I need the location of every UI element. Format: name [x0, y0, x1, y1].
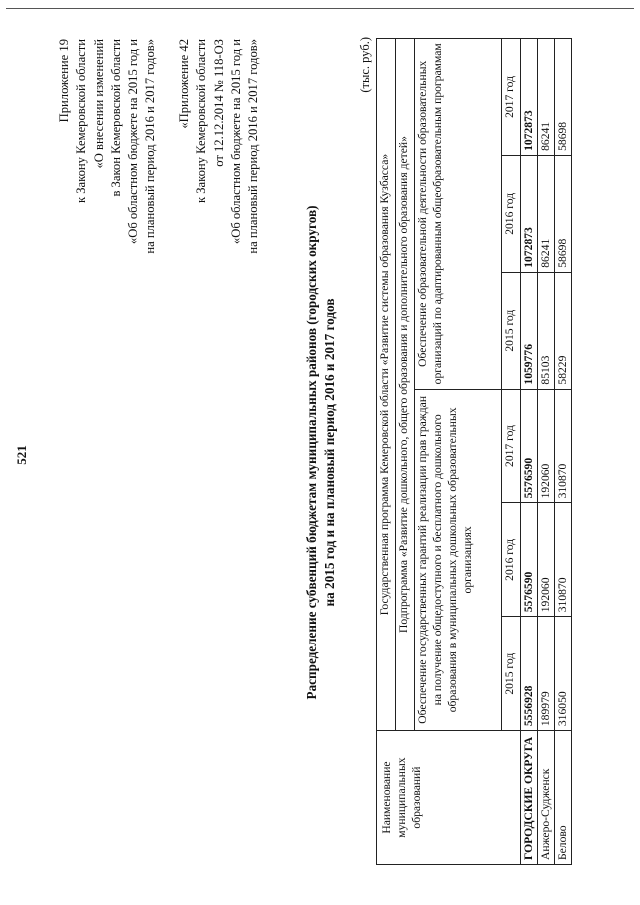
cell-value: 189979 — [538, 617, 555, 731]
document-title — [303, 0, 339, 905]
annex-19-line: в Закон Кемеровской области — [108, 39, 123, 197]
year-header: 2015 год — [502, 272, 521, 389]
cell-value: 1059776 — [521, 272, 538, 389]
cell-value: 58698 — [555, 39, 572, 156]
annex-42-line: к Закону Кемеровской области — [194, 39, 209, 204]
year-header: 2016 год — [502, 155, 521, 272]
cell-value: 85103 — [538, 272, 555, 389]
row-name: Белово — [555, 731, 572, 865]
annex-19-line: Приложение 19 — [57, 39, 71, 123]
year-header: 2017 год — [502, 39, 521, 156]
year-header: 2017 год — [502, 389, 521, 503]
table-row — [555, 39, 572, 865]
cell-value: 192060 — [538, 389, 555, 503]
cell-value: 86241 — [538, 155, 555, 272]
annex-19-line: «О внесении изменений — [91, 39, 106, 169]
annex-42-line: от 12.12.2014 № 118-ОЗ — [211, 39, 226, 167]
annex-19-line: на плановый период 2016 и 2017 годов» — [143, 39, 158, 254]
title-line-1: Распределение субвенций бюджетам муниципальных районов (городских округов) — [304, 205, 319, 700]
year-header: 2015 год — [502, 617, 521, 731]
subprogram-header: Подпрограмма «Развитие дошкольного, общего образования и дополнительного образования детей» — [396, 39, 415, 731]
annex-42-line: «Об областном бюджете на 2015 год и — [228, 39, 243, 245]
annex-42-header — [176, 39, 262, 254]
row-name: Анжеро-Судженск — [538, 731, 555, 865]
row-name: ГОРОДСКИЕ ОКРУГА — [521, 731, 538, 865]
cell-value: 5576590 — [521, 503, 538, 617]
title-line-2: на 2015 год и на плановый период 2016 и 2017 годов — [322, 298, 337, 607]
cell-value: 310870 — [555, 503, 572, 617]
municipality-name-header: Наименование муниципальных образований — [377, 731, 521, 865]
program-header: Государственная программа Кемеровской области «Развитие системы образования Кузбасса» — [377, 39, 396, 731]
cell-value: 5576590 — [521, 389, 538, 503]
units-label: (тыс. руб.) — [358, 37, 372, 93]
cell-value: 310870 — [555, 389, 572, 503]
table-row — [538, 39, 555, 865]
annex-19-line: «Об областном бюджете на 2015 год и — [126, 39, 141, 245]
cell-value: 58229 — [555, 272, 572, 389]
adapted-programs-header: Обеспечение образовательной деятельности образовательных организаций по адаптированным общеобразовательным программам — [415, 39, 502, 390]
cell-value: 5556928 — [521, 617, 538, 731]
annex-42-line: «Приложение 42 — [177, 39, 191, 129]
cell-value: 1072873 — [521, 39, 538, 156]
year-header: 2016 год — [502, 503, 521, 617]
cell-value: 1072873 — [521, 155, 538, 272]
cell-value: 86241 — [538, 39, 555, 156]
cell-value: 192060 — [538, 503, 555, 617]
table-row — [521, 39, 538, 865]
preschool-guarantees-header: Обеспечение государственных гарантий реализации прав граждан на получение общедоступного и бесплатного дошкольного образования в муниципальных дошкольных образовательных организациях — [415, 389, 502, 731]
cell-value: 316050 — [555, 617, 572, 731]
page-number: 521 — [14, 445, 29, 465]
annex-19-line: к Закону Кемеровской области — [74, 39, 89, 204]
annex-19-header — [56, 39, 160, 254]
annex-42-line: на плановый период 2016 и 2017 годов» — [246, 39, 261, 254]
cell-value: 58698 — [555, 155, 572, 272]
subventions-table — [376, 38, 572, 865]
